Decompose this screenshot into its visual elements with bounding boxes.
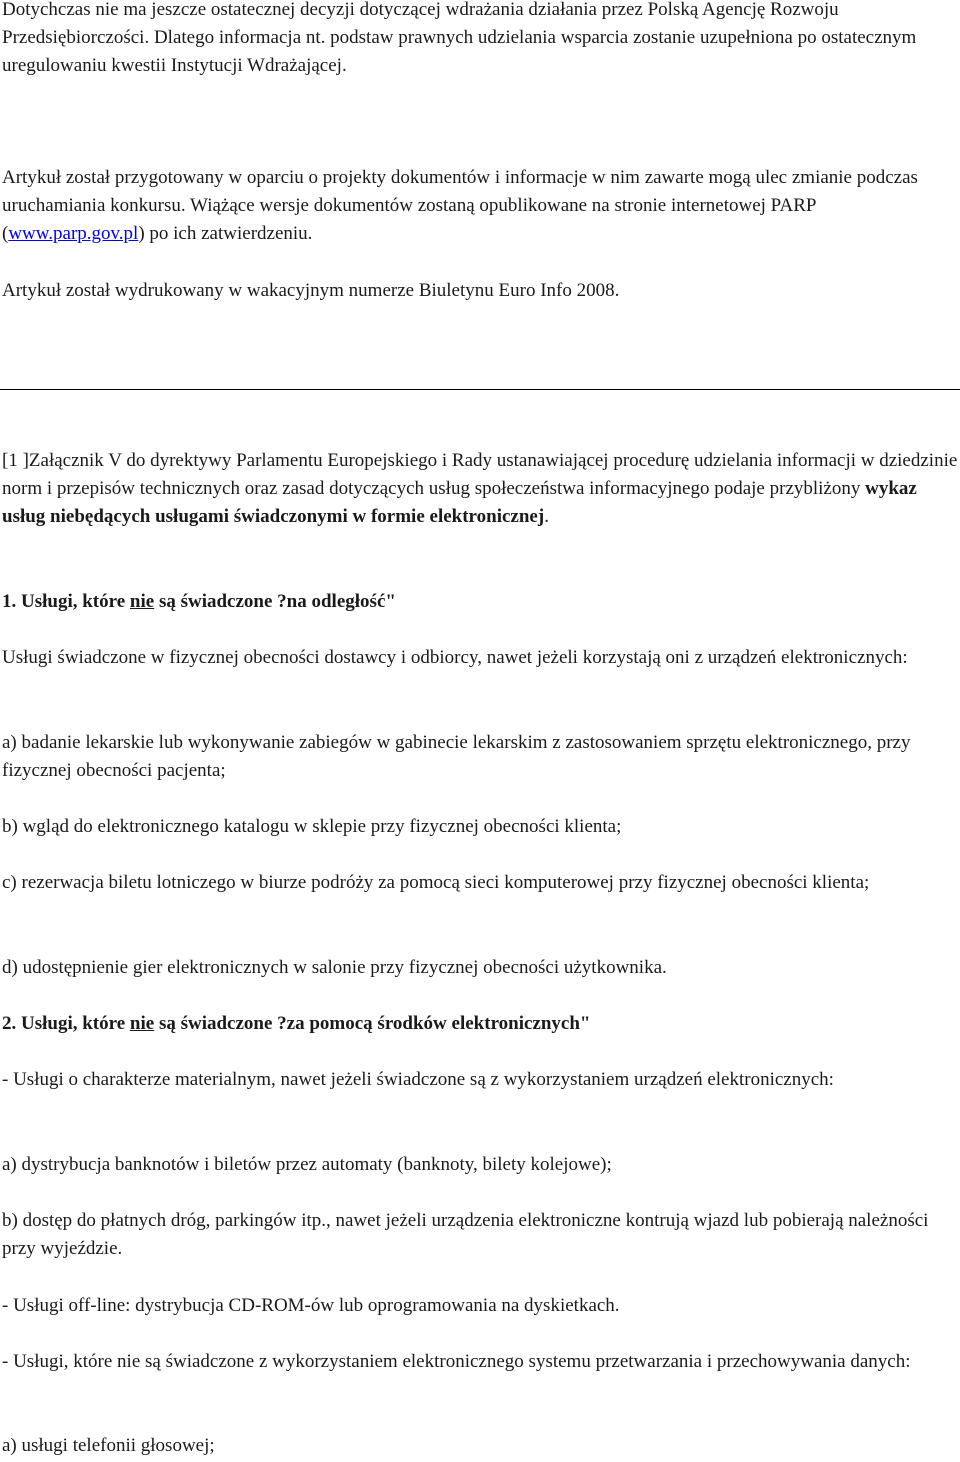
section1-item-d	[0, 954, 958, 982]
section2-heading	[0, 1010, 958, 1038]
list-item: b) wgląd do elektronicznego katalogu w sklepie przy fizycznej obecności klienta;	[2, 816, 622, 837]
section2-item-b	[0, 1207, 958, 1263]
list-item: b) dostęp do płatnych dróg, parkingów itp., nawet jeżeli urządzenia elektroniczne kontrują wjazd lub pobierają należności przy wyjeździe.	[2, 1210, 929, 1259]
footnote-text	[0, 447, 958, 531]
section1-item-b	[0, 813, 958, 841]
article-note-end: ) po ich zatwierdzeniu.	[138, 223, 313, 244]
parp-link[interactable]: www.parp.gov.pl	[8, 223, 139, 244]
footnote-paragraph	[0, 447, 958, 531]
section1-item-a	[0, 729, 958, 785]
intro-text: Dotychczas nie ma jeszcze ostatecznej decyzji dotyczącej wdrażania działania przez Polską Agencję Rozwoju Przedsiębiorczości. Dlatego informacja nt. podstaw prawnych udzielania wsparcia zostanie uzupełniona po ostatecznym uregulowaniu kwestii Instytucji Wdrażającej.	[2, 0, 917, 76]
section2-offline	[0, 1292, 958, 1320]
footnote-bold: wykaz usług niebędących usługami świadczonymi w formie elektronicznej	[2, 478, 917, 527]
printed-note-paragraph	[0, 277, 958, 305]
list-item: d) udostępnienie gier elektronicznych w salonie przy fizycznej obecności użytkownika.	[2, 957, 667, 978]
section2-item-a	[0, 1151, 958, 1179]
article-note-text	[0, 164, 958, 248]
list-item: c) rezerwacja biletu lotniczego w biurze podróży za pomocą sieci komputerowej przy fizycznej obecności klienta;	[2, 872, 870, 893]
list-item: a) dystrybucja banknotów i biletów przez automaty (banknoty, bilety kolejowe);	[2, 1154, 612, 1175]
section1-heading	[0, 588, 958, 616]
notsystem-text: - Usługi, które nie są świadczone z wykorzystaniem elektronicznego systemu przetwarzania i przechowywania danych:	[2, 1351, 911, 1372]
list-item: a) usługi telefonii głosowej;	[2, 1435, 215, 1456]
section2-notsystem	[0, 1348, 958, 1376]
section1-lead	[0, 644, 958, 672]
section2-heading-text	[0, 1010, 958, 1038]
intro-paragraph	[0, 0, 958, 80]
section1-heading-nie: nie	[129, 591, 155, 612]
footnote-separator	[0, 389, 960, 390]
section2-last	[0, 1432, 958, 1460]
section2-lead	[0, 1066, 958, 1094]
section1-heading-pre: 1. Usługi, które	[2, 591, 130, 612]
offline-text: - Usługi off-line: dystrybucja CD-ROM-ów lub oprogramowania na dyskietkach.	[2, 1295, 620, 1316]
article-note-paragraph	[0, 164, 958, 248]
section1-heading-text	[0, 588, 958, 616]
section2-heading-post: są świadczone ?za pomocą środków elektronicznych"	[154, 1013, 591, 1034]
footnote-end: .	[544, 506, 549, 527]
section1-lead-text: Usługi świadczone w fizycznej obecności dostawcy i odbiorcy, nawet jeżeli korzystają oni z urządzeń elektronicznych:	[2, 647, 908, 668]
section2-heading-nie: nie	[129, 1013, 155, 1034]
list-item: a) badanie lekarskie lub wykonywanie zabiegów w gabinecie lekarskim z zastosowaniem sprzętu elektronicznego, przy fizycznej obecności pacjenta;	[2, 732, 911, 781]
section2-lead-text: - Usługi o charakterze materialnym, nawet jeżeli świadczone są z wykorzystaniem urządzeń elektronicznych:	[2, 1069, 834, 1090]
footnote-start: [1 ]Załącznik V do dyrektywy Parlamentu Europejskiego i Rady ustanawiającej procedurę udzielania informacji w dziedzinie norm i przepisów technicznych oraz zasad dotyczących usług społeczeństwa informacyjnego podaje przybliżony	[2, 450, 958, 499]
printed-note-text: Artykuł został wydrukowany w wakacyjnym numerze Biuletynu Euro Info 2008.	[2, 280, 620, 301]
article-note-start: Artykuł został przygotowany w oparciu o projekty dokumentów i informacje w nim zawarte mogą ulec zmianie podczas uruchamiania konkursu. Wiążące wersje dokumentów zostaną opublikowane na stronie internetowej PARP (	[2, 167, 918, 244]
section1-heading-post: są świadczone ?na odległość"	[154, 591, 396, 612]
section2-heading-pre: 2. Usługi, które	[2, 1013, 130, 1034]
section1-item-c	[0, 869, 958, 897]
